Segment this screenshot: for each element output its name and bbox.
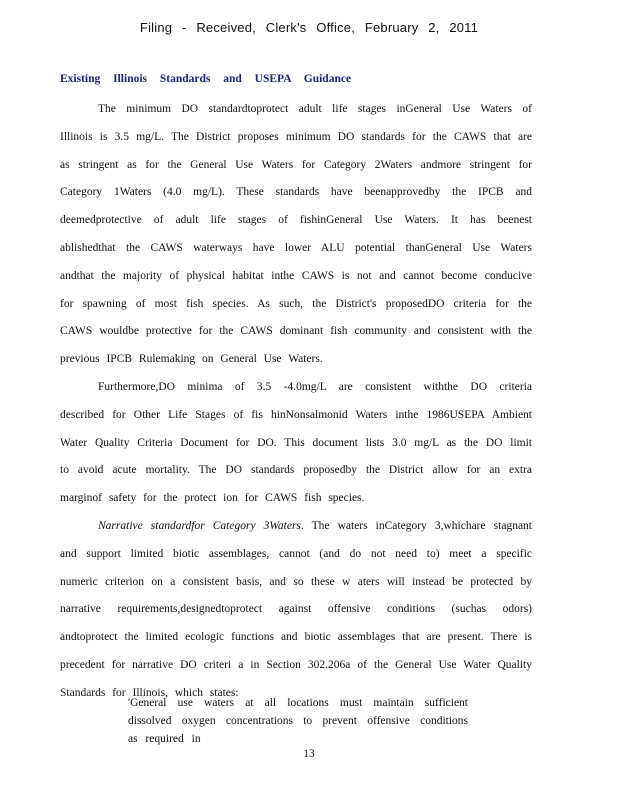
narrative-standard-body: . The waters inCategory 3,whichare stagnant and support limited biotic assemblages, cannot (and do not need to) meet a specific numeric criterion on a consistent basis, and so these w aters will instead be protected by narrative requirements,designedtoprotect against offensive conditions (suchas odors) andtoprotect the limited ecologic functions and biotic assemblages that are present. There is precedent for narrative DO criteri a in Section 302.206a of the General Use Water Quality Standards for Illinois, which states:	[60, 519, 533, 699]
filing-header: Filing - Received, Clerk's Office, February 2, 2011	[139, 20, 479, 35]
page-content	[60, 70, 532, 708]
paragraph-do-standards: The minimum DO standardtoprotect adult life stages inGeneral Use Waters of Illinois is 3.5 mg/L. The District proposes minimum DO standards for the CAWS that are as stringent as for the General Use Waters for Category 2Waters andmore stringent for Category 1Waters (4.0 mg/L). These standards have beenapprovedby the IPCB and deemedprotective of adult life stages of fishinGeneral Use Waters. It has beenest ablishedthat the CAWS waterways have lower ALU potential thanGeneral Use Waters andthat the majority of physical habitat inthe CAWS is not and cannot become conducive for spawning of most fish species. As such, the District's proposedDO criteria for the CAWS wouldbe protective for the CAWS dominant fish community and consistent with the previous IPCB Rulemaking on General Use Waters.	[60, 103, 532, 366]
block-quote: 'General use waters at all locations must maintain sufficient dissolved oxygen concentrations to prevent offensive conditions as required in	[128, 697, 468, 745]
paragraph-do-minima: Furthermore,DO minima of 3.5 -4.0mg/L are consistent withthe DO criteria described for Other Life Stages of fis hinNonsalmonid Waters inthe 1986USEPA Ambient Water Quality Criteria Document for DO. This document lists 3.0 mg/L as the DO limit to avoid acute mortality. The DO standards proposedby the District allow for an extra marginof safety for the protect ion for CAWS fish species.	[60, 380, 532, 505]
paragraph-narrative-standard	[60, 513, 532, 708]
section-heading: Existing Illinois Standards and USEPA Guidance	[60, 73, 352, 85]
page-number: 13	[303, 748, 315, 760]
narrative-standard-title: Narrative standardfor Category 3Waters	[98, 519, 301, 532]
